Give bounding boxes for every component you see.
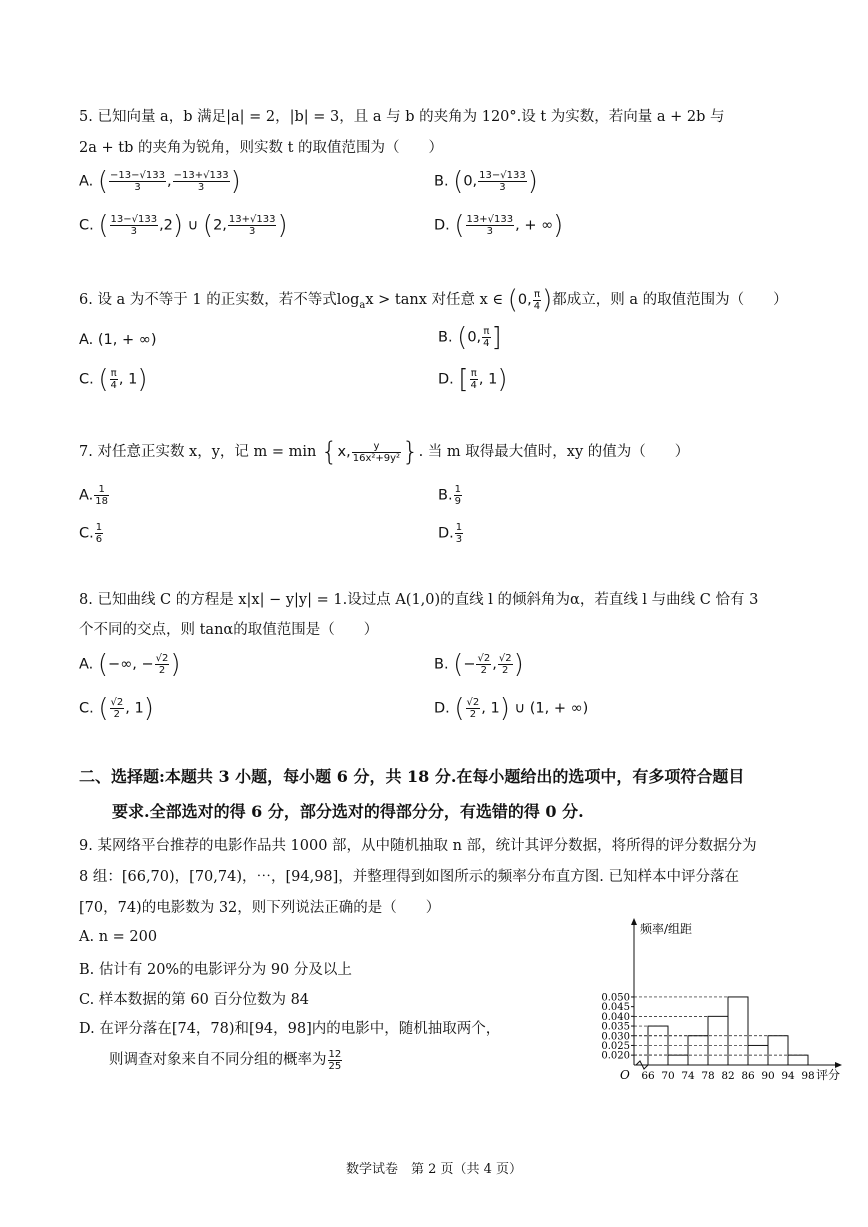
- union-symbol: ∪: [187, 217, 199, 234]
- option-label: A.: [79, 173, 94, 190]
- option-text: ∪ (1, + ∞): [514, 700, 589, 717]
- x-tick-label: 78: [701, 1070, 715, 1082]
- q5-option-c[interactable]: C. ( $\frac{13-√133}{3}$ ,2) ∪ (2, $\frac{13+√133}{3}$ ): [79, 210, 288, 241]
- option-text: , 1: [118, 371, 138, 388]
- q9-option-d-line1[interactable]: D. 在评分落在[74，78)和[94，98]内的电影中，随机抽取两个，: [79, 1021, 501, 1037]
- y-tick-label: 0.035: [601, 1021, 630, 1033]
- numerator: −13+√133: [173, 170, 229, 181]
- numerator: √2: [155, 653, 169, 664]
- y-tick-label: 0.020: [601, 1050, 630, 1062]
- denominator: 3: [249, 226, 256, 237]
- y-tick-label: 0.050: [601, 992, 630, 1004]
- q7-option-a[interactable]: [79, 484, 110, 507]
- x-tick-label: 66: [641, 1070, 655, 1082]
- numerator: π: [533, 288, 540, 300]
- denominator: 3: [134, 182, 141, 193]
- q7-option-d[interactable]: [438, 522, 464, 545]
- denominator: 4: [533, 300, 541, 312]
- option-text: 0,: [463, 173, 478, 190]
- denominator: 3: [197, 182, 205, 193]
- histogram-bar: [668, 1055, 688, 1065]
- q6-option-a[interactable]: [79, 332, 157, 348]
- q9-option-d-line2[interactable]: [109, 1048, 343, 1072]
- denominator: 2: [113, 709, 121, 720]
- numerator: √2: [110, 697, 124, 708]
- q8-option-c[interactable]: C. ( $\frac{√2}{2}$ , 1): [79, 693, 154, 724]
- option-label: B.: [434, 173, 449, 190]
- numerator: 1: [455, 522, 463, 533]
- denominator: 3: [499, 182, 506, 193]
- numerator: 13+√133: [228, 214, 276, 225]
- option-label: D.: [434, 217, 450, 234]
- numerator: y: [352, 441, 401, 453]
- numerator: π: [470, 368, 477, 379]
- q5-stem-line1: 5. 已知向量 a，b 满足|a| = 2，|b| = 3，且 a 与 b 的夹角为 120°.设 t 为实数，若向量 a + 2b 与: [79, 109, 725, 125]
- y-axis-label: 频率/组距: [640, 922, 693, 936]
- origin-label: O: [620, 1068, 630, 1082]
- q9-stem-line3: [70，74)的电影数为 32，则下列说法正确的是（ ）: [79, 900, 441, 916]
- denominator: 2: [158, 665, 166, 676]
- denominator: 6: [95, 534, 103, 545]
- x-tick-label: 94: [781, 1070, 795, 1082]
- q6-text: 6. 设 a 为不等于 1 的正实数，若不等式log: [79, 292, 360, 308]
- page-footer: 数学试卷 第 2 页（共 4 页）: [345, 1162, 523, 1177]
- numerator: 12: [328, 1048, 342, 1060]
- option-label: C.: [79, 700, 94, 717]
- histogram-bar: [688, 1036, 708, 1065]
- q9-option-c[interactable]: C. 样本数据的第 60 百分位数为 84: [79, 992, 310, 1008]
- option-text: (1, + ∞): [97, 332, 157, 348]
- option-label: D.: [438, 525, 454, 542]
- q6-text: 都成立，则 a 的取值范围为（ ）: [552, 292, 788, 308]
- option-text: , 1: [481, 700, 500, 717]
- q6-option-d[interactable]: D. [ $\frac{\pi}{4}$ , 1): [438, 364, 508, 395]
- option-label: B.: [438, 329, 453, 346]
- q7-stem: 7. 对任意正实数 x，y，记 m = min {x, $\frac{y}{\text{16x²+9y²}}$ }. 当 m 取得最大值时，xy 的值为（ ）: [79, 437, 690, 467]
- numerator: 1: [95, 522, 103, 533]
- q5-option-b[interactable]: B. (0, $\frac{13-√133}{3}$ ): [434, 166, 538, 197]
- x-tick-label: 82: [721, 1070, 735, 1082]
- q9-option-a[interactable]: A. n = 200: [79, 929, 158, 945]
- q8-stem-line2: 个不同的交点，则 tanα的取值范围是（ ）: [79, 622, 379, 638]
- x-tick-label: 86: [741, 1070, 755, 1082]
- option-label: A.: [79, 332, 94, 348]
- q6-stem: 6. 设 a 为不等于 1 的正实数，若不等式$\log_ax > \tan x$ 对任意 x ∈ (0, $\frac{\pi}{4}$ )都成立，则 a 的取值范围为（ ）: [79, 285, 788, 315]
- q9-stem-line2: 8 组：[66,70)，[70,74)，⋯，[94,98]，并整理得到如图所示的频率分布直方图. 已知样本中评分落在: [79, 869, 740, 885]
- numerator: 13−√133: [110, 214, 158, 225]
- q9-stem-line1: 9. 某网络平台推荐的电影作品共 1000 部，从中随机抽取 n 部，统计其评分数据，将所得的评分数据分为: [79, 838, 757, 854]
- option-label: A.: [79, 487, 94, 504]
- denominator: 3: [455, 534, 463, 545]
- numerator: √2: [477, 653, 491, 664]
- option-text: , + ∞: [515, 217, 554, 234]
- denominator: 3: [130, 226, 137, 237]
- numerator: √2: [498, 653, 512, 664]
- q5-option-d[interactable]: D. ( $\frac{13+√133}{3}$ , + ∞): [434, 210, 564, 241]
- option-label: A.: [79, 656, 94, 673]
- option-text: , 1: [125, 700, 144, 717]
- option-label: B.: [438, 487, 453, 504]
- option-label: B.: [434, 656, 449, 673]
- option-text: , 1: [478, 371, 498, 388]
- denominator: 18: [95, 496, 109, 507]
- q9-option-b[interactable]: B. 估计有 20%的电影评分为 90 分及以上: [79, 962, 352, 978]
- section-2-heading-line1: 二、选择题:本题共 3 小题，每小题 6 分，共 18 分.在每小题给出的选项中，有多项符合题目: [79, 767, 745, 786]
- x-axis-label: 评分: [816, 1068, 841, 1082]
- option-text: −∞, −: [108, 656, 154, 673]
- numerator: π: [483, 326, 490, 337]
- denominator: 25: [328, 1060, 342, 1072]
- q8-option-a[interactable]: A. (−∞, − $\frac{√2}{2}$ ): [79, 649, 181, 680]
- y-tick-label: 0.040: [601, 1011, 630, 1023]
- y-tick-label: 0.045: [601, 1002, 630, 1014]
- histogram-bar: [708, 1016, 728, 1065]
- y-axis-arrow: [631, 918, 637, 925]
- q7-text: . 当 m 取得最大值时，xy 的值为（ ）: [418, 444, 690, 460]
- min-arg: x,: [337, 444, 351, 460]
- numerator: 13+√133: [466, 214, 514, 225]
- denominator: 2: [480, 665, 488, 676]
- denominator: 4: [110, 380, 117, 391]
- histogram-bar: [768, 1036, 788, 1065]
- q7-text: 7. 对任意正实数 x，y，记 m = min: [79, 444, 317, 460]
- option-label: D.: [438, 371, 454, 388]
- option-text: 则调查对象来自不同分组的概率为: [109, 1052, 327, 1068]
- option-text: −: [463, 656, 476, 673]
- x-tick-label: 74: [681, 1070, 695, 1082]
- q6-option-b[interactable]: B. (0, $\frac{\pi}{4}$ ]: [438, 322, 502, 353]
- q6-option-c[interactable]: C. ( $\frac{\pi}{4}$ , 1): [79, 364, 148, 395]
- numerator: π: [110, 368, 117, 379]
- numerator: −13−√133: [110, 170, 165, 181]
- q8-stem-line1: 8. 已知曲线 C 的方程是 x|x| − y|y| = 1.设过点 A(1,0)的直线 l 的倾斜角为α，若直线 l 与曲线 C 恰有 3: [79, 592, 759, 608]
- numerator: 13−√133: [479, 170, 526, 181]
- numerator: √2: [466, 697, 480, 708]
- section-2-heading-line2: 要求.全部选对的得 6 分，部分选对的得部分分，有选错的得 0 分.: [112, 802, 584, 821]
- option-label: D.: [434, 700, 450, 717]
- option-text: 2,: [213, 217, 227, 234]
- numerator: 1: [94, 484, 109, 496]
- q6-text: x > tanx 对任意 x ∈: [365, 292, 504, 308]
- denominator: 16x²+9y²: [352, 452, 401, 464]
- option-text: 0,: [467, 329, 482, 346]
- x-tick-label: 90: [761, 1070, 775, 1082]
- option-label: C.: [79, 371, 94, 388]
- option-label: C.: [79, 217, 94, 234]
- q7-option-c[interactable]: [79, 522, 104, 545]
- denominator: 3: [486, 226, 494, 237]
- denominator: 2: [502, 665, 509, 676]
- numerator: 1: [454, 484, 461, 495]
- q8-option-b[interactable]: B. (− $\frac{√2}{2}$ , $\frac{√2}{2}$ ): [434, 649, 524, 680]
- frequency-histogram: [590, 915, 845, 1090]
- q5-stem-line2: 2a + tb 的夹角为锐角，则实数 t 的取值范围为（ ）: [79, 140, 443, 156]
- y-tick-label: 0.030: [601, 1031, 630, 1043]
- q5-option-a[interactable]: A. ( $\frac{-13-√133}{3}$ , $\frac{-13+√133}{3}$ ): [79, 166, 241, 197]
- interval-start: 0,: [517, 292, 532, 308]
- option-text: ,2: [159, 217, 173, 234]
- x-tick-label: 70: [661, 1070, 675, 1082]
- y-tick-label: 0.025: [601, 1040, 630, 1052]
- denominator: 4: [483, 338, 490, 349]
- x-tick-label: 98: [801, 1070, 815, 1082]
- histogram-bar: [788, 1055, 808, 1065]
- histogram-bar: [728, 997, 748, 1065]
- q7-option-b[interactable]: [438, 484, 463, 507]
- log-base: a: [359, 299, 366, 311]
- denominator: 2: [469, 709, 477, 720]
- denominator: 9: [454, 496, 461, 507]
- q8-option-d[interactable]: D. ( $\frac{√2}{2}$ , 1) ∪ (1, + ∞): [434, 693, 589, 724]
- denominator: 4: [470, 380, 477, 391]
- option-label: C.: [79, 525, 94, 542]
